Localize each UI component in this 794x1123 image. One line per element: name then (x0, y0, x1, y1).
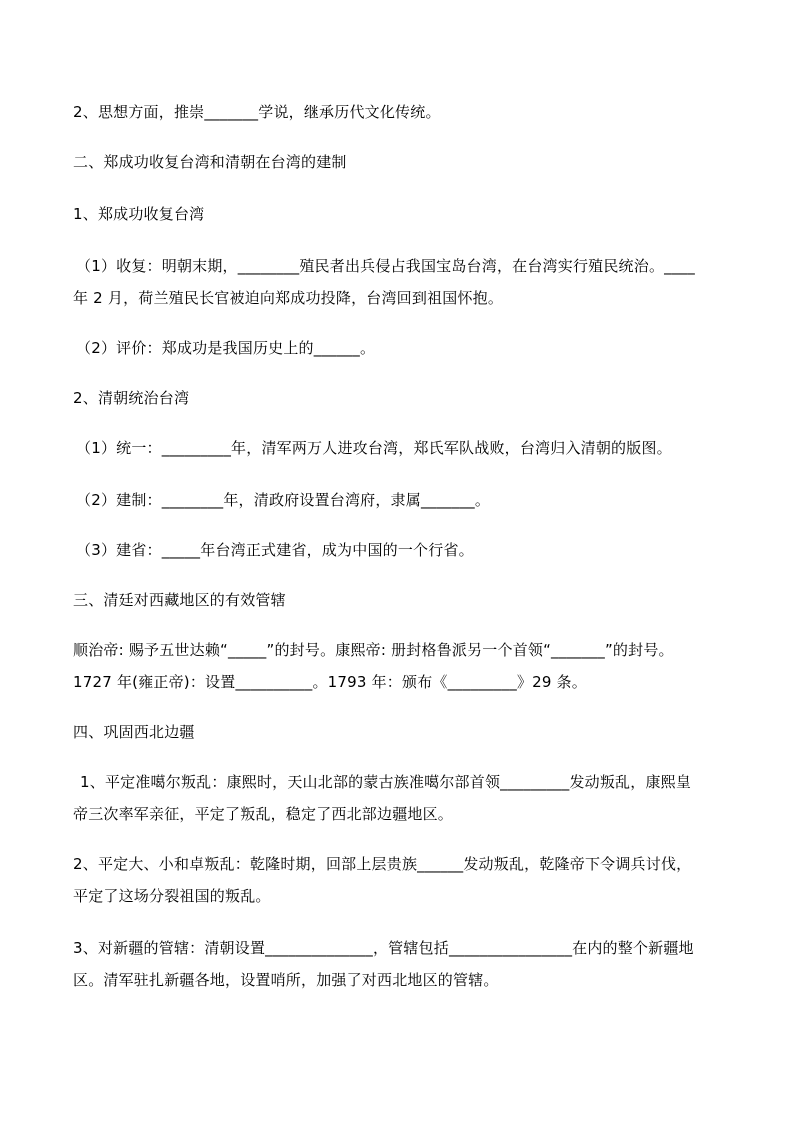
text-line-xinjiang-1: 3、对新疆的管辖：清朝设置______________，管辖包括________________在内的整个新疆地 (73, 939, 694, 957)
subheading-qing-rule-taiwan: 2、清朝统治台湾 (73, 389, 190, 407)
text-line-dzungar-1: 1、平定准噶尔叛乱：康熙时，天山北部的蒙古族准噶尔部首领_________发动叛乱，康熙皇 (80, 773, 692, 791)
text-line-tibet-admin: 1727 年(雍正帝)：设置__________。1793 年：颁布《_________》29 条。 (73, 673, 587, 691)
text-line-recovery-1: （1）收复：明朝末期，________殖民者出兵侵占我国宝岛台湾，在台湾实行殖民统治。____ (76, 257, 695, 275)
text-line-prefecture: （2）建制：________年，清政府设置台湾府，隶属_______。 (76, 491, 491, 509)
section-heading-tibet: 三、清廷对西藏地区的有效管辖 (73, 591, 286, 609)
section-heading-taiwan: 二、郑成功收复台湾和清朝在台湾的建制 (73, 153, 347, 171)
subheading-recover-taiwan: 1、郑成功收复台湾 (73, 205, 205, 223)
text-line-confucianism: 2、思想方面，推崇_______学说，继承历代文化传统。 (73, 103, 441, 121)
section-heading-northwest: 四、巩固西北边疆 (73, 723, 195, 741)
text-line-khoja-1: 2、平定大、小和卓叛乱：乾隆时期，回部上层贵族______发动叛乱，乾隆帝下令调兵讨伐， (73, 855, 692, 873)
text-line-unification: （1）统一：_________年，清军两万人进攻台湾，郑氏军队战败，台湾归入清朝的版图。 (76, 439, 672, 457)
text-line-recovery-2: 年 2 月，荷兰殖民长官被迫向郑成功投降，台湾回到祖国怀抱。 (73, 289, 504, 307)
text-line-evaluation: （2）评价：郑成功是我国历史上的______。 (76, 339, 376, 357)
text-line-xinjiang-2: 区。清军驻扎新疆各地，设置哨所，加强了对西北地区的管辖。 (73, 971, 499, 989)
text-line-tibet-titles: 顺治帝: 赐予五世达赖“_____”的封号。康熙帝: 册封格鲁派另一个首领“_______”的封号。 (73, 641, 674, 659)
text-line-khoja-2: 平定了这场分裂祖国的叛乱。 (73, 887, 271, 905)
text-line-dzungar-2: 帝三次率军亲征，平定了叛乱，稳定了西北部边疆地区。 (73, 805, 454, 823)
text-line-province: （3）建省：_____年台湾正式建省，成为中国的一个行省。 (76, 541, 474, 559)
